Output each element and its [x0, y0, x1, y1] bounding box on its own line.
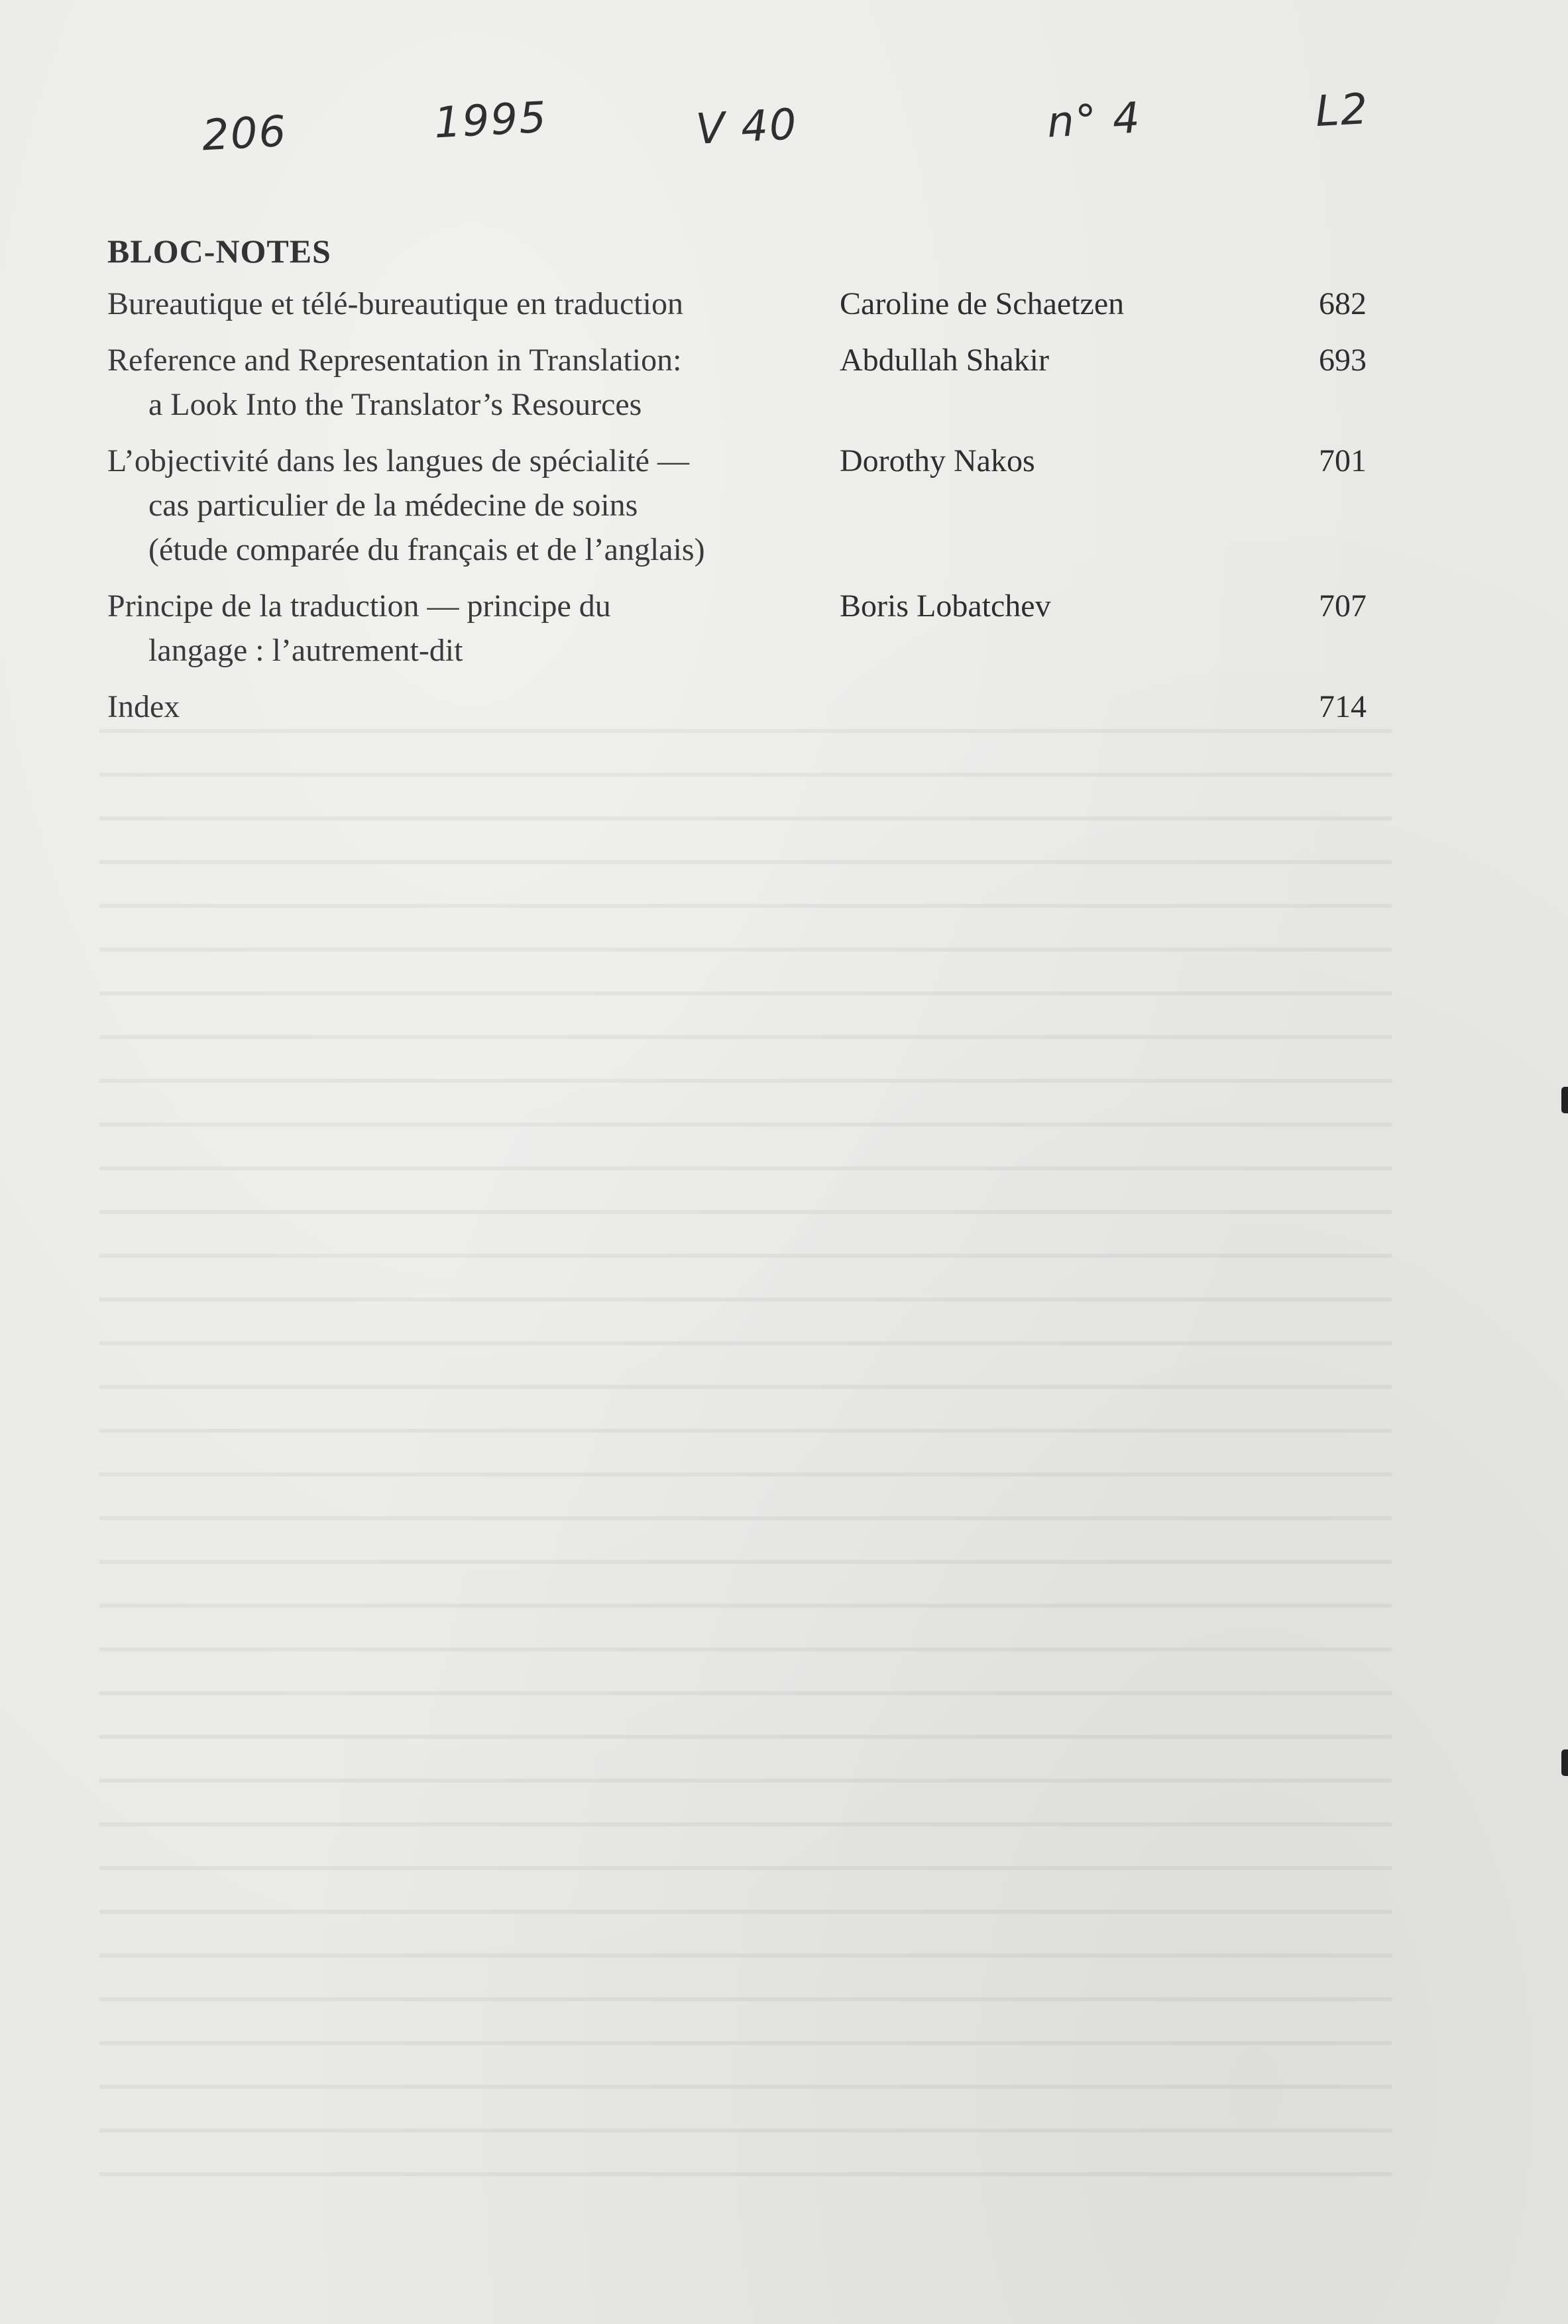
toc-entry-index [107, 685, 1367, 729]
entry-author: Dorothy Nakos [840, 443, 1035, 478]
entry-page-number: 714 [1319, 689, 1367, 724]
show-through-text [99, 729, 1392, 2187]
handwritten-note: 1995 [433, 93, 549, 148]
toc-entry [107, 584, 1367, 673]
entry-title-line: Index [107, 689, 180, 724]
entry-title-line: Bureautique et télé-bureautique en traduction [107, 286, 683, 321]
entry-page-number: 701 [1319, 443, 1367, 478]
entry-title [107, 338, 836, 427]
entry-title-line: a Look Into the Translator’s Resources [148, 387, 642, 422]
entry-title-line: (étude comparée du français et de l’anglais) [148, 532, 705, 567]
entry-author: Boris Lobatchev [840, 588, 1051, 624]
handwritten-note: n° 4 [1046, 93, 1143, 148]
entry-title-line: cas particulier de la médecine de soins [148, 488, 638, 523]
entry-title-line: Principe de la traduction — principe du [107, 588, 611, 624]
table-of-contents [107, 282, 1367, 741]
entry-author: Abdullah Shakir [840, 343, 1049, 378]
entry-title [107, 584, 836, 673]
entry-title-line: langage : l’autrement-dit [148, 633, 463, 668]
handwritten-note: V 40 [695, 100, 799, 154]
entry-page-number: 693 [1319, 343, 1367, 378]
page-edge-mark [1561, 1749, 1568, 1776]
entry-title [107, 282, 836, 326]
page-edge-mark [1561, 1087, 1568, 1113]
entry-title [107, 685, 836, 729]
section-heading: BLOC-NOTES [107, 233, 331, 270]
entry-title-line: Reference and Representation in Translation: [107, 343, 682, 378]
toc-entry [107, 338, 1367, 427]
toc-entry [107, 439, 1367, 572]
handwritten-note: 206 [201, 107, 289, 161]
handwritten-note: L2 [1314, 84, 1371, 137]
toc-entry [107, 282, 1367, 326]
entry-page-number: 682 [1319, 286, 1367, 321]
entry-title [107, 439, 836, 572]
handwritten-annotations [0, 80, 1568, 172]
entry-title-line: L’objectivité dans les langues de spécialité — [107, 443, 689, 478]
entry-author: Caroline de Schaetzen [840, 286, 1125, 321]
entry-page-number: 707 [1319, 588, 1367, 624]
